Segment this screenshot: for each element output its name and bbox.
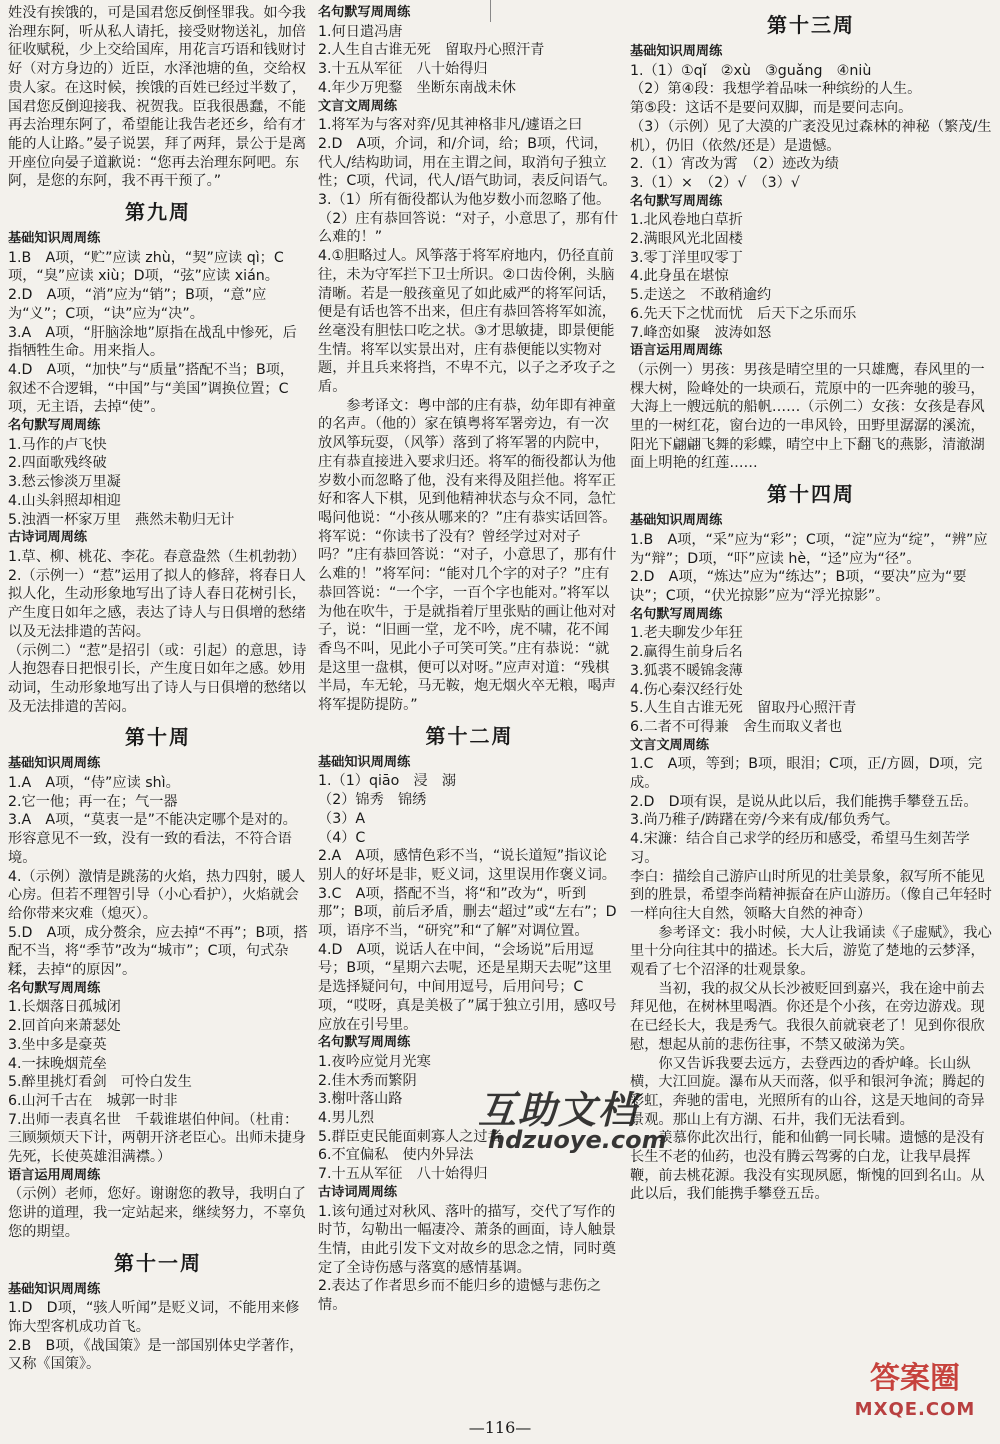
answer-paragraph: 4.D A项，说话人在中间，“会场说”后用逗号；B项，“星期六去呢，还是星期天去呢”这里是选择疑问句，中间用逗号，后用问号；C项，“哎呀，真是美极了”属于独立引用，感叹号应放在引号里。: [318, 941, 617, 1033]
answer-paragraph: 3.A A项，“莫衷一是”不能决定哪个是对的。形容意见不一致，没有一致的看法，不符合语境。: [8, 812, 297, 866]
watermark-url: hdzuoye.com: [488, 1126, 667, 1154]
answer-paragraph: 李白：描绘自己游庐山时所见的壮美景象，叙写所不能见到的胜景，希望李尚精神振奋在庐山游历。（像自己年轻时一样向往大自然，领略大自然的神奇）: [630, 868, 992, 922]
answer-paragraph: 2.它一他；再一在；气一器: [8, 793, 178, 810]
section-heading: 名句默写周周练: [318, 5, 411, 20]
answer-paragraph: 4.宋濂：结合自己求学的经历和感受，希望马生刻苦学习。: [630, 831, 970, 866]
section-heading: 基础知识周周练: [630, 44, 723, 59]
week-heading: 第十周: [125, 725, 191, 750]
answer-paragraph: 你又告诉我要去远方，去登西边的香炉峰。长山纵横，大江回旋。瀑布从天而落，似乎和银河争流；腾起的彩虹，奔驰的雷电，光照所有的山谷，这是天地间的奇异景观。那山上有方湖、石井，我们无法看到。: [630, 1055, 985, 1128]
answer-paragraph: 2.（1）宵改为霄 （2）迹改为绩: [630, 156, 839, 173]
answer-paragraph: 6.二者不可得兼 舍生而取义者也: [630, 718, 843, 735]
answer-paragraph: 2.佳木秀而繁阴: [318, 1072, 417, 1089]
section-heading: 文言文周周练: [318, 98, 398, 114]
answer-paragraph: 3.A A项，“肝脑涂地”原指在战乱中惨死，后指牺牲生命。用来指人。: [8, 324, 297, 360]
answer-paragraph: 3.C A项，搭配不当，将“和”改为“，听到那”；B项，前后矛盾，删去“超过”或“左右”；D项，语序不当，“研究”和“了解”对调位置。: [318, 885, 617, 940]
answer-paragraph: 5.D A项，成分赘余，应去掉“不再”；B项，搭配不当，将“季节”改为“城市”；C项，句式杂糅，去掉“的原因”。: [8, 924, 308, 979]
answer-paragraph: 1.北风卷地白草折: [630, 212, 743, 229]
answer-paragraph: 1.该句通过对秋风、落叶的描写，交代了写作的时节，勾勒出一幅凄冷、萧条的画面，诗人触景生情，由此引发下文对故乡的思念之情，同时奠定了全诗伤感与落寞的感情基调。: [318, 1203, 616, 1276]
answer-paragraph: 5.群臣吏民能面刺寡人之过者: [318, 1128, 502, 1145]
section-heading: 基础知识周周练: [8, 1281, 101, 1297]
answer-paragraph: 3.榭叶落山路: [318, 1091, 403, 1108]
answer-paragraph: 1.夜吟应觉月光寒: [318, 1053, 431, 1070]
answer-paragraph: 3.零丁洋里叹零丁: [630, 249, 743, 266]
answer-paragraph: （3）（示例）见了大漠的广袤没见过森林的神秘（繁茂/生机），仍旧（依然/还是）是遗憾。: [630, 118, 992, 154]
answer-paragraph: 1.草、柳、桃花、李花。春意盎然（生机勃勃）: [8, 548, 306, 565]
answer-paragraph: 6.不宜偏私 使内外异法: [318, 1147, 474, 1164]
answer-paragraph: 5.人生自古谁无死 留取丹心照汗青: [630, 700, 857, 717]
answer-paragraph: 2.D D项有误，是说从此以后，我们能携手攀登五岳。: [630, 793, 978, 810]
answer-paragraph: 2.（示例一）“惹”运用了拟人的修辞，将春日人拟人化，生动形象地写出了诗人春日花树引长，产生度日如年之感，表达了诗人与日俱增的愁绪以及无法排遣的苦闷。: [8, 567, 306, 640]
section-heading: 基础知识周周练: [318, 754, 411, 770]
section-heading: 名句默写周周练: [318, 1035, 411, 1051]
week-heading: 第十二周: [425, 723, 514, 748]
section-heading: 古诗词周周练: [8, 530, 88, 546]
column-left: [8, 4, 308, 1404]
answer-paragraph: 1.长烟落日孤城闭: [8, 999, 121, 1016]
page-number: —116—: [468, 1418, 532, 1437]
answer-paragraph: 3.坐中多是豪英: [8, 1036, 107, 1053]
answer-paragraph: 4.①胆略过人。风筝落于将军府地内，仍径直前往，未为守军拦下卫士所识。②口齿伶俐，头脑清晰。若是一般孩童见了如此威严的将军问话，便是有话也答不出来，但庄有恭回答将军如流，丝毫没有胆怯口吃之状。③才思敏捷，即景便能生情。将军以实景出对，庄有恭便能以实物对题，并且兵来将挡，不卑不亢，以子之矛攻子之盾。: [318, 248, 616, 396]
answer-paragraph: （2）庄有恭回答说：“对子，小意思了，那有什么难的！”: [318, 210, 619, 246]
week-heading: 第十三周: [767, 13, 855, 37]
answer-paragraph: 参考译文：粤中部的庄有恭，幼年即有神童的名声。（他的）家在镇粤将军署旁边，有一次放风筝玩耍，（风筝）落到了将军署的内院中，庄有恭直接进入要求归还。将军的衙役都认为他岁数小而忽略了他，没有来得及阻拦他。将军正好和客人下棋，见到他精神状态与众不同，急忙喝问他说：“小孩从哪来的？”庄有恭实话回答。将军说：“你读书了没有？曾经学过对对子吗？”庄有恭回答说：“对子，小意思了，那有什么难的！”将军问：“能对几个字的对子？”庄有恭回答说：“一个字，一百个字也能对。”将军以为他在吹牛，于是就指着厅里张贴的画让他对对子，说：“旧画一堂，龙不吟，虎不啸，花不闻香鸟不叫，见此小子可笑可笑。”庄有恭说：“就是这里一盘棋，便可以对呀。”应声对道：“残棋半局，车无轮，马无鞍，炮无烟火卒无粮，喝声将军提防提防。”: [318, 397, 617, 714]
answer-paragraph: 参考译文：我小时候，大人让我诵读《子虚赋》，我心里十分向往其中的描述。长大后，游览了楚地的云梦泽，观看了七个沼泽的壮观景象。: [630, 924, 992, 979]
watermark-text: 互助文档: [478, 1087, 639, 1132]
section-heading: 语言运用周周练: [630, 343, 723, 359]
answer-paragraph: 3.十五从军征 八十始得归: [318, 61, 488, 78]
section-heading: 语言运用周周练: [8, 1167, 101, 1183]
answer-paragraph: 3.愁云惨淡万里凝: [8, 474, 121, 491]
answer-paragraph: （示例一）男孩：男孩是晴空里的一只雄鹰，春风里的一棵大树，险峰处的一块顽石，荒原中的一匹奔驰的骏马，大海上一艘远航的船帆……（示例二）女孩：女孩是春风里的一树红花，窗台边的一串风铃，田野里潺潺的溪流，阳光下翩翩飞舞的彩蝶，晴空中上下翻飞的燕影，清澈湖面上明艳的红莲……: [630, 361, 985, 472]
answer-paragraph: 3.（1）所有衙役都认为他岁数小而忽略了他。: [318, 192, 611, 209]
answer-paragraph: （4）C: [318, 829, 366, 846]
answer-paragraph: 4.D A项，“加快”与“质量”搭配不当；B项，叙述不合逻辑，“中国”与“美国”调换位置；C项，无主语，去掉“使”。: [8, 361, 295, 416]
answer-paragraph: （2）第④段：我想学着品味一种缤纷的人生。: [630, 81, 922, 98]
section-heading: 文言文周周练: [630, 737, 710, 753]
section-heading: 古诗词周周练: [318, 1184, 398, 1200]
answer-paragraph: 2.D A项，介词，和/介词，给；B项，代词，代人/结构助词，用在主谓之间，取消句子独立性；C项，代词，代人/语气助词，表反问语气。: [318, 135, 617, 190]
column-right: [630, 4, 992, 1404]
answer-paragraph: （示例二）“惹”是招引（或：引起）的意思，诗人抱怨春日把恨引长，产生度日如年之感。妙用动词，生动形象地写出了诗人与日俱增的愁绪以及无法排遣的苦闷。: [8, 642, 307, 715]
answer-paragraph: 6.山河千古在 城郭一时非: [8, 1092, 178, 1109]
answer-paragraph: 3.（1）× （2）√ （3）√: [630, 174, 800, 191]
answer-paragraph: 7.十五从军征 八十始得归: [318, 1166, 488, 1183]
section-heading: 名句默写周周练: [630, 193, 723, 209]
section-heading: 名句默写周周练: [630, 606, 723, 622]
answer-paragraph: 第⑤段：这话不是要问双脚，而是要问志向。: [630, 100, 913, 117]
answer-paragraph: 1.老夫聊发少年狂: [630, 625, 743, 642]
answer-paragraph: 1.B A项，“采”应为“彩”；C项，“淀”应为“绽”，“辨”应为“辩”；D项，“吓”应读 hè，“迳”应为“径”。: [630, 531, 988, 567]
answer-paragraph: 2.满眼风光北固楼: [630, 231, 743, 248]
week-heading: 第十四周: [767, 482, 855, 507]
answer-paragraph: 1.（1）①qǐ ②xù ③guǎng ④niù: [630, 62, 872, 79]
corner-logo-title: 答案圈: [870, 1361, 960, 1396]
answer-paragraph: 2.四面歌残终破: [8, 455, 107, 472]
answer-paragraph: 1.马作的卢飞快: [8, 436, 107, 453]
answer-paragraph: 2.D A项，“炼达”应为“练达”；B项，“要决”应为“要诀”；C项，“伏光掠影”应为“浮光掠影”。: [630, 569, 967, 604]
answer-paragraph: 4.（示例）激情是跳荡的火焰，热力四射，暖人心房。但若不理智引导（小心看护），火焰就会给你带来灾难（熄灭）。: [8, 868, 306, 922]
answer-paragraph: 1.A A项，“侍”应读 shì。: [8, 775, 180, 792]
section-heading: 名句默写周周练: [8, 418, 101, 434]
answer-paragraph: 当初，我的叔父从长沙被贬回到嘉兴，我在途中前去拜见他，在树林里喝酒。你还是个小孩，在旁边游戏。现在已经长大，我是秀气。我很久前就衰老了！见到你很欣慰，想起从前的悲伤往事，不禁又破涕为笑。: [630, 980, 985, 1053]
answer-paragraph: （示例）老师，您好。谢谢您的教导，我明白了您讲的道理，我一定站起来，继续努力，不辜负您的期望。: [8, 1186, 306, 1240]
answer-paragraph: 姓没有挨饿的，可是国君您反倒怪罪我。如今我治理东阿，听从私人请托，接受财物送礼，加倍征收赋税，少上交给国库，用花言巧语和钱财讨好（对方身边的）近臣，水泽池塘的鱼，交给权贵人家。在这时候，挨饿的百姓已经过半数了，国君您反倒迎接我、祝贺我。臣我很愚蠢，不能再去治理东阿了，希望能让我告老还乡，给有才能的人让路。”晏子说罢，拜了两拜，景公于是离开座位向晏子道歉说：“您再去治理东阿吧。东阿，是您的东阿，我不再干预了。”: [8, 5, 307, 190]
answer-paragraph: 4.此身虽在堪惊: [630, 268, 729, 285]
answer-paragraph: 7.峰峦如聚 波涛如怒: [630, 324, 772, 341]
answer-paragraph: 4.年少万兜鍪 坐断东南战未休: [318, 79, 516, 96]
answer-paragraph: 羡慕你此次出行，能和仙鹤一同长啸。遗憾的是没有长生不老的仙药，也没有腾云驾雾的白龙，让我早晨挥鞭，前去桃花源。我没有实现夙愿，惭愧的回到名山。从此以后，我们能携手攀登五岳。: [630, 1130, 985, 1203]
answer-paragraph: （3）A: [318, 810, 366, 827]
section-heading: 基础知识周周练: [8, 756, 101, 772]
answer-paragraph: 1.（1）qiāo 浸 溺: [318, 773, 457, 790]
section-heading: 名句默写周周练: [8, 980, 101, 996]
answer-paragraph: 2.人生自古谁无死 留取丹心照汗青: [318, 42, 545, 59]
answer-paragraph: 4.一抹晚烟荒垒: [8, 1055, 107, 1072]
answer-paragraph: 2.B B项，《战国策》是一部国别体史学著作，又称《国策》。: [8, 1337, 304, 1373]
answer-paragraph: 5.醉里挑灯看剑 可怜白发生: [8, 1074, 192, 1091]
week-heading: 第九周: [125, 200, 191, 225]
answer-paragraph: 2.A A项，感情色彩不当，“说长道短”指议论别人的好坏是非，贬义词，这里误用作褒义词。: [318, 848, 616, 883]
answer-paragraph: 5.浊酒一杯家万里 燕然未勒归无计: [8, 511, 235, 528]
answer-paragraph: 7.出师一表真名世 千载谁堪伯仲间。（杜甫：三顾频烦天下计，两朝开济老臣心。出师未捷身先死，长使英雄泪满襟。）: [8, 1111, 306, 1166]
answer-paragraph: 1.C A项，等到；B项，眼泪；C项，正/方圆，D项，完成。: [630, 756, 983, 792]
answer-paragraph: 1.D D项，“骇人听闻”是贬义词，不能用来修饰大型客机成功首飞。: [8, 1300, 300, 1335]
week-heading: 第十一周: [114, 1250, 202, 1275]
answer-paragraph: （2）锦秀 锦绣: [318, 792, 427, 809]
section-heading: 基础知识周周练: [8, 231, 101, 247]
answer-paragraph: 1.何日遣冯唐: [318, 23, 403, 40]
answer-paragraph: 6.先天下之忧而忧 后天下之乐而乐: [630, 305, 857, 322]
answer-paragraph: 4.伤心秦汉经行处: [630, 681, 743, 698]
answer-paragraph: 5.走送之 不敢稍逾约: [630, 287, 772, 304]
section-heading: 基础知识周周练: [630, 513, 723, 529]
answer-paragraph: 2.D A项，“消”应为“销”；B项，“意”应为“义”；C项，“诀”应为“决”。: [8, 287, 267, 322]
answer-paragraph: 1.B A项，“贮”应读 zhù，“契”应读 qì；C项，“臭”应读 xiù；D项，“弦”应读 xián。: [8, 249, 284, 285]
corner-logo-url: MXQE.COM: [854, 1399, 976, 1420]
answer-paragraph: 4.山头斜照却相迎: [8, 492, 121, 509]
answer-paragraph: 1.将军为与客对弈/见其神格非凡/遽语之曰: [318, 117, 583, 134]
answer-paragraph: 3.狐裘不暖锦衾薄: [630, 662, 743, 679]
column-middle: [318, 4, 621, 1404]
answer-paragraph: 2.表达了作者思乡而不能归乡的遗憾与悲伤之情。: [318, 1278, 602, 1314]
answer-paragraph: 3.尚乃稚子/踌躇在旁/今来有成/郁负秀气。: [630, 812, 900, 829]
answer-paragraph: 2.赢得生前身后名: [630, 644, 743, 661]
answer-paragraph: 4.男儿烈: [318, 1110, 375, 1127]
answer-paragraph: 2.回首向来萧瑟处: [8, 1018, 121, 1035]
